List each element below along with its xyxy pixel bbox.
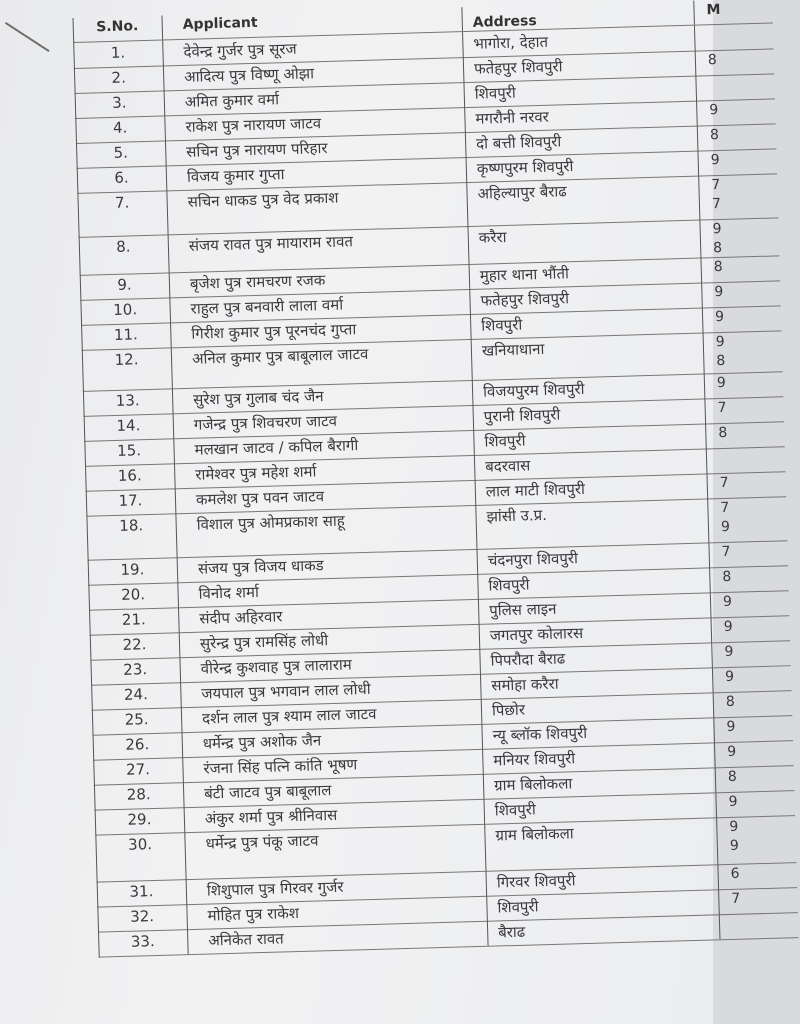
row-applicant: सुरेश पुत्र गुलाब चंद जैन xyxy=(173,380,474,413)
row-applicant: गिरीश कुमार पुत्र पूरनचंद गुप्ता xyxy=(171,314,472,347)
row-sno: 25. xyxy=(92,707,183,735)
row-address: पिछोर xyxy=(482,692,715,723)
row-address: अहिल्यापुर बैराढ xyxy=(467,176,700,226)
row-sno: 33. xyxy=(98,929,189,957)
row-applicant: अंकुर शर्मा पुत्र श्रीनिवास xyxy=(185,799,486,832)
row-address: विजयपुरम शिवपुरी xyxy=(473,373,706,404)
row-sno: 26. xyxy=(93,732,184,760)
row-phone: 8 xyxy=(718,424,728,442)
row-sno: 17. xyxy=(86,488,177,516)
row-applicant: अनिकेत रावत xyxy=(188,921,489,954)
row-address: खनियाधाना xyxy=(472,332,705,379)
row-phone: 7 xyxy=(717,399,727,417)
row-address: ग्राम बिलोकला xyxy=(485,817,718,870)
row-phone: 9 xyxy=(728,793,738,810)
row-sno: 2. xyxy=(74,65,165,93)
row-applicant: विजय कुमार गुप्ता xyxy=(167,157,468,190)
row-sno: 9. xyxy=(80,272,171,300)
row-applicant: दर्शन लाल पुत्र श्याम लाल जाटव xyxy=(182,699,483,732)
row-address: गिरवर शिवपुरी xyxy=(486,864,719,895)
row-phone: 9 xyxy=(710,151,720,169)
pen-mark xyxy=(5,22,50,52)
row-applicant: संदीप अहिरवार xyxy=(179,599,480,632)
row-sno: 5. xyxy=(76,140,167,168)
row-applicant: संजय पुत्र विजय धाकड xyxy=(178,549,479,582)
row-address: करैरा xyxy=(468,220,701,264)
row-applicant: विनोद शर्मा xyxy=(178,574,479,607)
row-address: पुरानी शिवपुरी xyxy=(473,398,706,429)
row-sno: 4. xyxy=(75,115,166,143)
row-address: शिवपुरी xyxy=(484,792,717,823)
row-phone: 8 xyxy=(709,126,720,144)
row-phone: 9 xyxy=(714,283,724,301)
row-sno: 11. xyxy=(81,322,172,350)
row-applicant: अनिल कुमार पुत्र बाबूलाल जाटव xyxy=(172,339,473,388)
header-applicant: Applicant xyxy=(162,7,463,39)
row-address: भागोरा, देहात xyxy=(463,26,696,57)
row-sno: 24. xyxy=(91,682,182,710)
row-sno: 1. xyxy=(73,40,164,68)
row-address: पुलिस लाइन xyxy=(479,592,712,623)
row-phone: 9 8 xyxy=(715,333,726,370)
applicant-table xyxy=(72,0,800,1000)
row-applicant: गजेन्द्र पुत्र शिवचरण जाटव xyxy=(174,405,475,438)
row-applicant: रंजना सिंह पत्नि कांति भूषण xyxy=(183,749,484,782)
row-address: बदरवास xyxy=(475,448,708,479)
row-phone: 8 xyxy=(713,258,723,276)
row-applicant: कमलेश पुत्र पवन जाटव xyxy=(176,480,477,513)
row-sno: 16. xyxy=(85,463,176,491)
row-applicant: धर्मेन्द्र पुत्र पंकू जाटव xyxy=(185,824,486,879)
row-sno: 14. xyxy=(84,413,175,441)
row-applicant: शिशुपाल पुत्र गिरवर गुर्जर xyxy=(187,871,488,904)
row-sno: 22. xyxy=(90,632,181,660)
row-applicant: सचिन पुत्र नारायण परिहार xyxy=(166,132,467,165)
row-sno: 27. xyxy=(93,757,184,785)
row-address: पिपरौदा बैराढ xyxy=(480,642,713,673)
row-phone: 8 xyxy=(722,568,732,586)
row-phone: 7 xyxy=(721,543,731,561)
row-sno: 12. xyxy=(82,347,173,390)
row-phone xyxy=(707,446,786,473)
row-phone: 6 xyxy=(730,865,740,882)
header-sno: S.No. xyxy=(73,15,164,42)
row-address: समोहा करैरा xyxy=(481,667,714,698)
row-address: शिवपुरी xyxy=(474,423,707,454)
row-address: शिवपुरी xyxy=(478,567,711,598)
row-phone: 7 9 xyxy=(720,499,731,536)
header-phone: M xyxy=(706,1,721,19)
row-sno: 8. xyxy=(79,234,170,274)
row-sno: 23. xyxy=(90,657,181,685)
row-phone: 8 xyxy=(725,693,735,711)
row-applicant: देवेन्द्र गुर्जर पुत्र सूरज xyxy=(163,32,464,65)
row-phone: 9 8 xyxy=(712,220,723,257)
row-applicant: संजय रावत पुत्र मायाराम रावत xyxy=(169,226,470,272)
row-phone: 9 xyxy=(709,102,719,119)
row-phone: 7 xyxy=(719,474,729,492)
row-phone: 8 xyxy=(727,768,738,785)
row-phone: 9 xyxy=(722,593,733,611)
row-phone: 9 xyxy=(724,668,735,686)
row-applicant: धर्मेन्द्र पुत्र अशोक जैन xyxy=(182,724,483,757)
row-applicant: बृजेश पुत्र रामचरण रजक xyxy=(170,264,471,297)
row-applicant: वीरेन्द्र कुशवाह पुत्र लालाराम xyxy=(180,649,481,682)
row-phone: 9 xyxy=(726,718,736,736)
row-address: शिवपुरी xyxy=(487,889,720,920)
row-sno: 21. xyxy=(89,607,180,635)
row-sno: 19. xyxy=(88,557,179,585)
row-sno: 30. xyxy=(95,832,186,881)
row-applicant: विशाल पुत्र ओमप्रकाश साहू xyxy=(176,505,477,557)
row-phone: 9 9 xyxy=(729,818,740,854)
row-phone: 9 xyxy=(724,643,734,661)
row-address: न्यू ब्लॉक शिवपुरी xyxy=(482,717,715,748)
row-address: जगतपुर कोलारस xyxy=(480,617,713,648)
row-applicant: मलखान जाटव / कपिल बैरागी xyxy=(174,430,475,463)
row-sno: 18. xyxy=(86,513,177,559)
row-sno: 32. xyxy=(97,904,188,932)
row-address: मगरौनी नरवर xyxy=(465,101,698,132)
row-address: दो बत्ती शिवपुरी xyxy=(466,126,699,157)
row-applicant: सुरेन्द्र पुत्र रामसिंह लोधी xyxy=(180,624,481,657)
row-phone: 9 xyxy=(723,618,733,636)
row-sno: 7. xyxy=(77,190,168,236)
row-address: शिवपुरी xyxy=(464,76,697,107)
row-sno: 6. xyxy=(77,165,168,193)
row-address: फतेहपुर शिवपुरी xyxy=(464,51,697,82)
row-phone: 8 xyxy=(707,52,718,69)
row-phone xyxy=(720,912,799,939)
row-phone xyxy=(695,23,774,50)
row-applicant: मोहित पुत्र राकेश xyxy=(187,896,488,929)
row-applicant: अमित कुमार वर्मा xyxy=(165,82,466,115)
row-address: लाल माटी शिवपुरी xyxy=(476,473,709,504)
row-phone: 7 xyxy=(731,890,741,907)
row-sno: 28. xyxy=(94,782,185,810)
row-sno: 31. xyxy=(97,879,188,907)
row-address: मनियर शिवपुरी xyxy=(483,742,716,773)
row-sno: 29. xyxy=(95,807,186,835)
row-sno: 10. xyxy=(80,297,171,325)
row-applicant: बंटी जाटव पुत्र बाबूलाल xyxy=(184,774,485,807)
row-address: कृष्णपुरम शिवपुरी xyxy=(467,151,700,182)
row-applicant: रामेश्वर पुत्र महेश शर्मा xyxy=(175,455,476,488)
row-sno: 20. xyxy=(88,582,179,610)
row-sno: 13. xyxy=(83,388,174,416)
row-address: मुहार थाना भौंती xyxy=(470,258,703,289)
row-address: झांसी उ.प्र. xyxy=(476,498,709,548)
row-applicant: आदित्य पुत्र विष्णू ओझा xyxy=(164,57,465,90)
row-address: फतेहपुर शिवपुरी xyxy=(470,283,703,314)
row-phone: 7 7 xyxy=(711,176,722,213)
row-address: चंदनपुरा शिवपुरी xyxy=(477,542,710,573)
row-sno: 15. xyxy=(84,438,175,466)
row-applicant: राकेश पुत्र नारायण जाटव xyxy=(165,107,466,140)
row-address: बैराढ xyxy=(488,914,721,945)
row-sno: 3. xyxy=(75,90,166,118)
row-phone: 9 xyxy=(716,374,727,392)
row-applicant: राहुल पुत्र बनवारी लाला वर्मा xyxy=(170,289,471,322)
row-address: शिवपुरी xyxy=(471,308,704,339)
header-address: Address xyxy=(462,1,695,31)
row-applicant: जयपाल पुत्र भगवान लाल लोधी xyxy=(181,674,482,707)
row-address: ग्राम बिलोकला xyxy=(484,767,717,798)
row-phone: 9 xyxy=(714,308,725,326)
row-applicant: सचिन धाकड पुत्र वेद प्रकाश xyxy=(167,182,468,234)
row-phone xyxy=(696,73,775,100)
row-phone: 9 xyxy=(727,743,737,760)
